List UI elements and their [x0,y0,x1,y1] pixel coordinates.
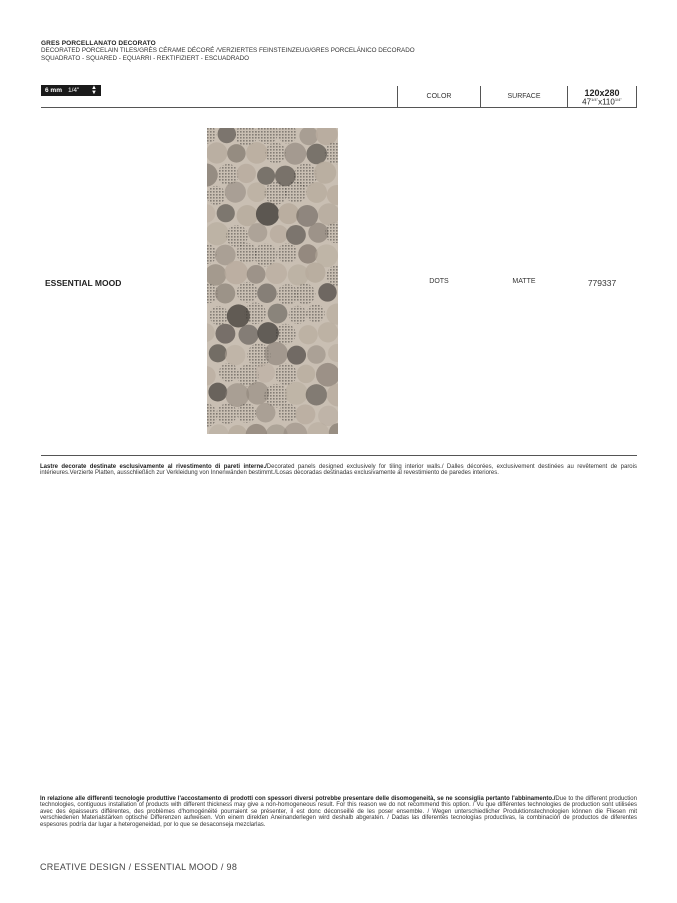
column-header-size: 120x280 [584,88,620,98]
tile-dot [237,282,258,303]
tile-dot [305,262,325,282]
tile-dot [209,306,228,325]
product-name: ESSENTIAL MOOD [45,278,122,288]
tile-dot [246,142,268,164]
tile-dot [295,284,316,305]
tile-dot [264,342,287,365]
tile-dot [306,384,327,405]
tile-dot [236,243,256,263]
tile-dot [237,403,256,422]
tile-dot [257,167,275,185]
tile-dot [265,143,286,164]
tile-dot [209,344,227,362]
tile-dot [297,365,316,384]
tile-dot [248,223,267,242]
header-edge-type: SQUADRATO - SQUARED - EQUARRI - REKTIFIZIERT - ESCUADRADO [41,55,250,62]
column-header-color: COLOR [426,93,452,100]
product-surface: MATTE [512,278,536,285]
tile-dot [207,186,225,205]
thickness-inch: 1/4" [67,87,80,94]
product-color: DOTS [429,278,449,285]
tile-dot [256,202,279,225]
tile-dot [285,181,307,203]
thickness-mm: 6 mm [45,87,62,94]
tile-dot [265,182,288,205]
tile-dot [207,142,227,163]
tile-dot [254,243,277,266]
tile-dot [318,283,337,302]
decor-note: Lastre decorate destinate esclusivamente al rivestimento di pareti interne./Decorated panels designed exclusively for tiling interior walls./ Dalles décorées, exclusivement destinées au revêtement de parois intérieures.Verzierte Platten, ausschließlich zur Verkleidung von Innenwänden bestimmt./Losas decoradas destinadas exclusivamente al revestimiento de paredes interiores. [40,464,637,477]
tile-dot [279,403,297,421]
tile-dot [275,324,296,345]
thickness-badge [41,85,101,96]
tile-dot [306,304,324,322]
tile-dot [247,265,266,284]
tile-dot [289,306,307,324]
thickness-arrow-icon: ▲ ▼ [91,85,97,96]
tile-dot [225,181,246,202]
thickness-disclaimer: In relazione alle differenti tecnologie produttive l'accostamento di prodotti con spessori diversi potrebbe presentare delle disomogeneità, se ne sconsiglia pertanto l'abbinamento./Due to the different production technologies, contiguous installation of products with different thickness may give a non-homogeneous result. For this reason we do not recommend this option. / Vu que différentes technologies de production sont utilisées avec des épaisseurs différentes, des problèmes d'homogénéité pourraient se présenter, il est donc déconseillé de les poser ensemble. / Wegen unterschiedlicher Produktionstechnologien können die Fliesen mit verschiedenen Materialstärken optische Differenzen aufweisen. Von einem direkten Aneinanderlegen wird deshalb abgeraten. / Dadas las diferentes tecnologías productivas, la combinación de productos de diferentes espesores podría dar lugar a heterogeneidad, por lo que se desaconseja mezclarlas. [40,796,637,828]
tile-dot [238,325,258,345]
tile-dot [318,322,338,342]
tile-dot [278,203,299,224]
product-tile-image [207,128,338,434]
tile-dot [286,225,306,245]
tile-dot [266,263,287,284]
tile-dot [306,144,327,165]
header-title: GRES PORCELLANATO DECORATO [41,40,156,47]
header-subtitle: DECORATED PORCELAIN TILES/GRÈS CÉRAME DÉCORÉ /VERZIERTES FEINSTEINZEUG/GRES PORCELÁNICO DECORADO [41,47,415,54]
tile-dot [295,404,315,424]
tile-dot [275,363,297,385]
table-bottom-rule [41,455,637,456]
tile-dot [284,143,306,165]
tile-dot [285,382,308,405]
product-code: 779337 [587,278,617,288]
tile-dot [247,182,267,202]
divider [636,86,637,107]
tile-dot [287,346,306,365]
tile-dot [257,284,276,303]
tile-dot [219,363,238,382]
tile-dot [217,404,237,424]
tile-dot [227,144,245,162]
tile-dot [225,261,249,285]
tile-dot [268,304,288,324]
tile-dot [299,325,318,344]
column-header-surface: SURFACE [507,93,541,100]
tile-dot [256,403,276,423]
tile-dot [307,345,326,364]
tile-dot [225,345,246,366]
tile-dot [215,324,235,344]
table-header-rule [41,107,637,108]
page-footer: CREATIVE DESIGN / ESSENTIAL MOOD / 98 [40,862,238,872]
tile-dot [208,383,227,402]
tile-dot [244,302,266,324]
column-header-size-inches: $47^{1/4"}x110^{1/4"}$ [582,97,622,107]
tile-dot [314,161,336,183]
tile-dot [237,205,258,226]
tile-dot [215,283,235,303]
tile-dot [306,182,327,203]
tile-dot [277,243,297,263]
tile-dot [298,244,317,263]
tile-dot [237,164,256,183]
tile-dot [255,363,275,383]
tile-dot [217,204,235,222]
tile-dot [270,225,288,243]
